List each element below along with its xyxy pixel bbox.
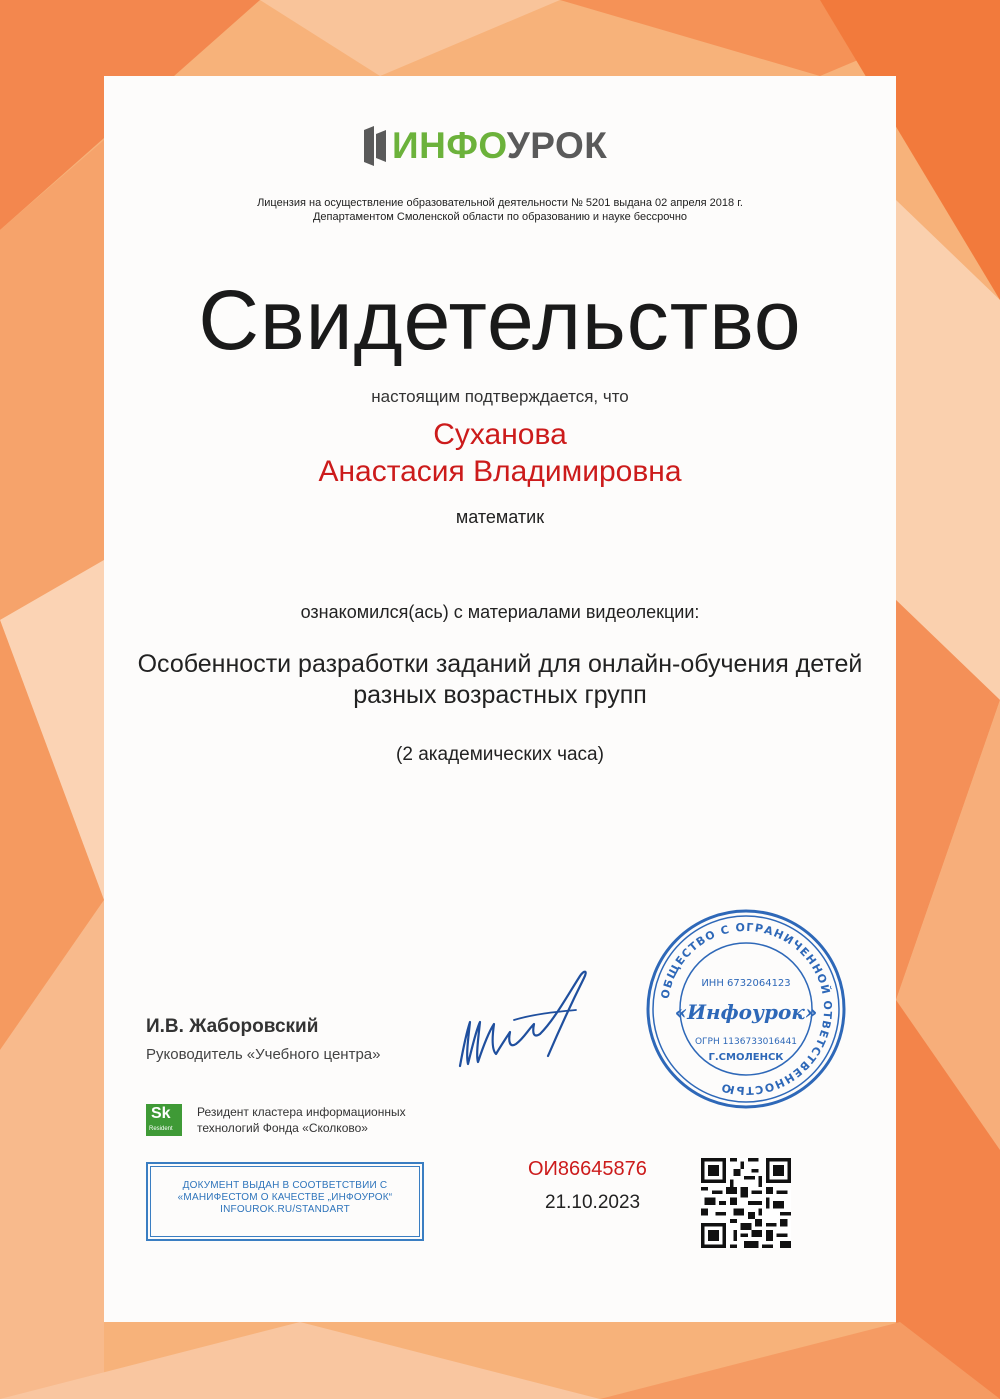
skolkovo-logo-caption: Resident: [149, 1126, 173, 1132]
course-hours: (2 академических часа): [396, 744, 604, 765]
skolkovo-logo: [146, 1104, 182, 1136]
seal-center-text: «Инфоурок»: [674, 1000, 818, 1024]
handwritten-signature: [454, 964, 594, 1080]
signer-name: И.В. Жаборовский: [146, 1016, 319, 1037]
logo-word-part2: УРОК: [506, 125, 608, 166]
infourok-logo: [362, 124, 642, 168]
company-seal: [645, 908, 847, 1110]
license-line-2: Департаментом Смоленской области по образованию и науке бессрочно: [312, 211, 688, 223]
skolkovo-logo-letters: Sk: [151, 1105, 171, 1122]
manifest-line-2: «МАНИФЕСТОМ О КАЧЕСТВЕ „ИНФОУРОК“: [177, 1192, 393, 1203]
seal-inn: ИНН 6732064123: [701, 978, 791, 989]
logo-word-part1: ИНФО: [392, 125, 507, 166]
manifest-line-1: ДОКУМЕНТ ВЫДАН В СООТВЕТСТВИИ С: [182, 1180, 388, 1191]
certificate-title: Свидетельство: [198, 273, 802, 367]
recipient-surname: Суханова: [433, 418, 567, 451]
course-title-line-1: Особенности разработки заданий для онлайн-обучения детей: [137, 650, 863, 678]
seal-ring-text: ОБЩЕСТВО С ОГРАНИЧЕННОЙ ОТВЕТСТВЕННОСТЬЮ: [658, 920, 835, 1098]
course-title: [0, 649, 1000, 711]
skolkovo-line-2: технологий Фонда «Сколково»: [197, 1121, 368, 1135]
recipient-given-names: Анастасия Владимировна: [318, 455, 682, 488]
license-line-1: Лицензия на осуществление образовательной деятельности № 5201 выдана 02 апреля 2018 г.: [257, 197, 743, 209]
document-date: 21.10.2023: [545, 1192, 641, 1213]
confirm-text: настоящим подтверждается, что: [371, 387, 629, 406]
signer-position: Руководитель «Учебного центра»: [146, 1046, 381, 1063]
document-number: ОИ86645876: [528, 1158, 647, 1180]
license-text: [0, 196, 1000, 224]
skolkovo-line-1: Резидент кластера информационных: [197, 1105, 406, 1119]
quality-manifest-text: [148, 1180, 422, 1216]
manifest-line-3: INFOUROK.RU/STANDART: [220, 1204, 350, 1215]
recipient-role: математик: [455, 507, 545, 527]
seal-city: Г.СМОЛЕНСК: [708, 1052, 784, 1063]
qr-code-icon: [701, 1158, 791, 1248]
intro-text: ознакомился(ась) с материалами видеолекции:: [300, 602, 700, 622]
recipient-name: [0, 416, 1000, 490]
seal-ogrn: ОГРН 1136733016441: [694, 1037, 798, 1047]
logo-mark-icon: [362, 126, 388, 166]
course-title-line-2: разных возрастных групп: [353, 681, 647, 709]
skolkovo-resident-text: [197, 1104, 406, 1136]
